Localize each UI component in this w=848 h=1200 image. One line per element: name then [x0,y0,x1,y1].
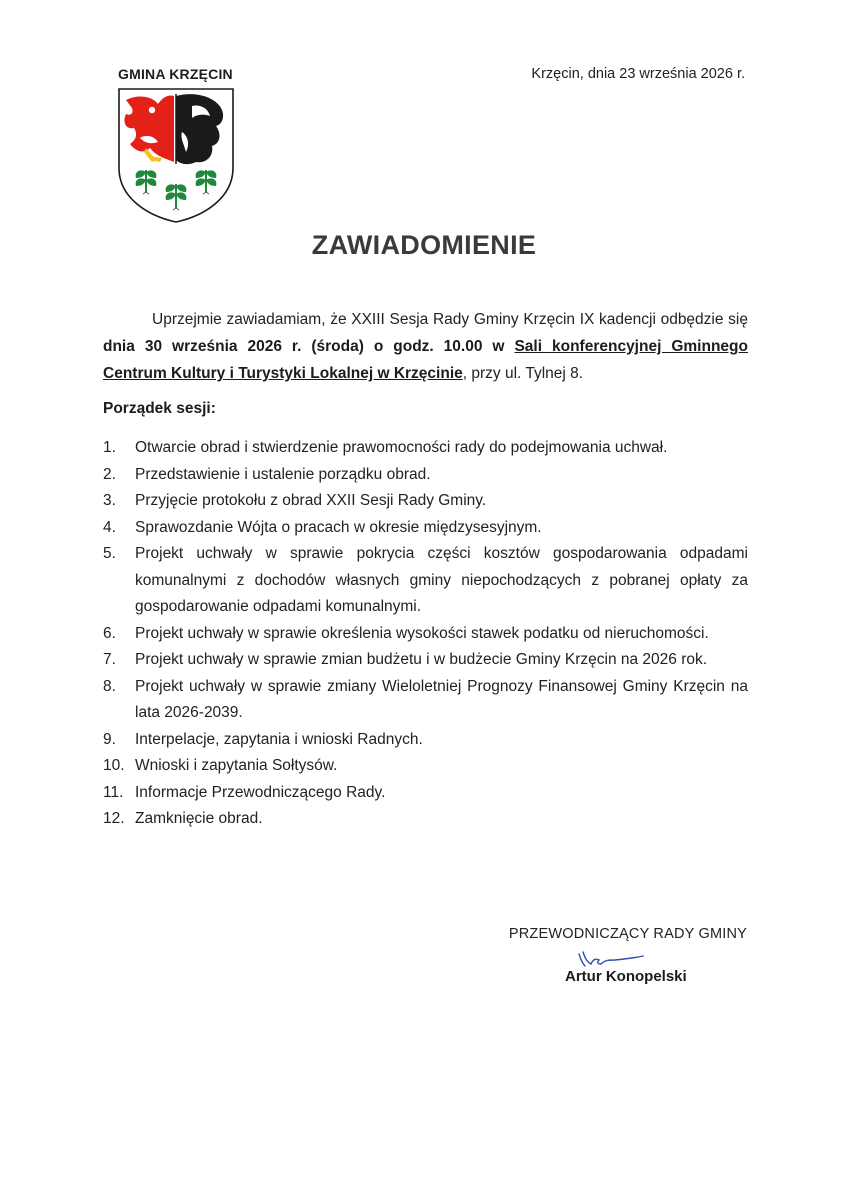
agenda-item-number: 7. [103,651,116,668]
agenda-item-number: 1. [103,439,116,456]
intro-text: Uprzejmie zawiadamiam, że XXIII Sesja Rady Gminy Krzęcin IX kadencji odbędzie się [152,311,748,328]
signature-title: PRZEWODNICZĄCY RADY GMINY [508,926,747,942]
agenda-item [103,462,748,489]
document-date: Krzęcin, dnia 23 września 2026 r. [531,66,745,82]
agenda-item [103,780,748,807]
agenda-item-number: 10. [103,757,125,774]
agenda-item-text: Otwarcie obrad i stwierdzenie prawomocności rady do podejmowania uchwał. [135,439,668,456]
agenda-item-text: Informacje Przewodniczącego Rady. [135,783,386,801]
agenda-item [103,727,748,754]
agenda-item-text: Zamknięcie obrad. [135,810,263,827]
signature-icon [575,948,647,970]
agenda-item [103,806,748,833]
agenda-item [103,515,748,542]
agenda-item-text: Przedstawienie i ustalenie porządku obrad. [135,465,431,483]
agenda-item-text: Sprawozdanie Wójta o pracach w okresie międzysesyjnym. [135,518,542,536]
meeting-date: dnia 30 września 2026 r. (środa) o godz. 10.00 w [103,338,515,355]
agenda-item-text: Projekt uchwały w sprawie określenia wysokości stawek podatku od nieruchomości. [135,624,709,642]
agenda-item-number: 11. [103,783,124,801]
agenda-item-number: 9. [103,730,116,748]
agenda-item [103,753,748,780]
agenda-item [103,647,748,674]
agenda-item-number: 5. [103,545,116,562]
gmina-label: GMINA KRZĘCIN [118,66,233,82]
agenda-item-number: 2. [103,465,116,483]
agenda-item [103,488,748,515]
agenda-item-number: 3. [103,492,116,509]
agenda-item-text: Projekt uchwały w sprawie zmian budżetu i w budżecie Gminy Krzęcin na 2026 rok. [135,651,708,668]
agenda-item-number: 4. [103,518,116,536]
agenda-item-text: Przyjęcie protokołu z obrad XXII Sesji Rady Gminy. [135,492,487,509]
coat-of-arms-icon [116,86,236,224]
agenda-item [103,435,748,462]
agenda-item-text: Interpelacje, zapytania i wnioski Radnych. [135,730,423,748]
signatory-name: Artur Konopelski [565,968,687,985]
agenda-item-text: Projekt uchwały w sprawie pokrycia części kosztów gospodarowania odpadami komunalnymi z dochodów własnych gminy niepochodzących z pobranej opłaty za gospodarowanie odpadami komunalnymi. [135,545,748,615]
document-title: ZAWIADOMIENIE [311,230,537,260]
agenda-item [103,541,748,621]
agenda-item-number: 8. [103,677,116,695]
agenda-item-number: 6. [103,624,116,642]
agenda-item-number: 12. [103,810,125,827]
agenda-heading: Porządek sesji: [103,400,216,417]
agenda-item-text: Projekt uchwały w sprawie zmiany Wieloletniej Prognozy Finansowej Gminy Krzęcin na lata 2026-2039. [135,677,748,721]
agenda-item [103,674,748,727]
intro-address: , przy ul. Tylnej 8. [462,365,584,382]
agenda-item-text: Wnioski i zapytania Sołtysów. [135,757,338,774]
agenda-list [103,435,748,833]
meeting-location: Sali konferencyjnej Gminnego Centrum Kultury i Turystyki Lokalnej w Krzęcinie [103,338,748,382]
intro-paragraph [103,306,748,387]
agenda-item [103,621,748,648]
